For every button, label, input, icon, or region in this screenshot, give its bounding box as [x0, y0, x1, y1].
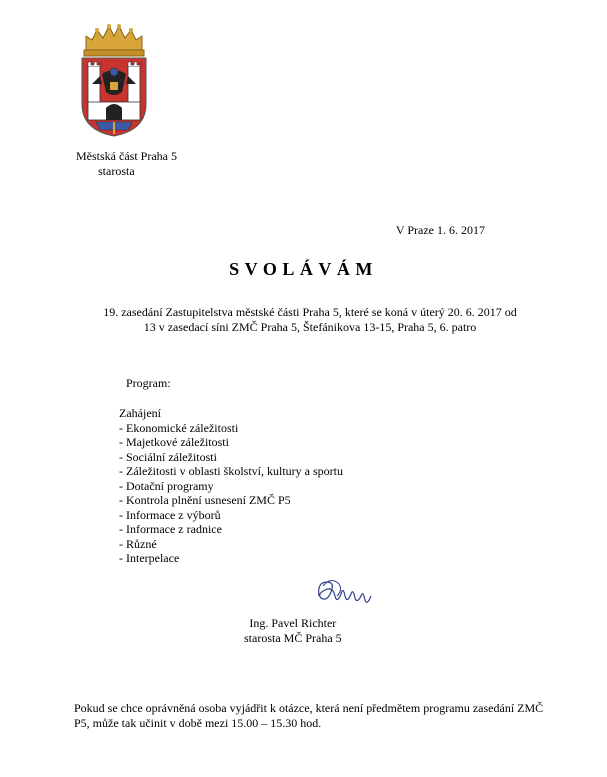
list-item: - Interpelace	[119, 551, 180, 565]
list-item: Zahájení	[119, 406, 161, 420]
list-item: - Ekonomické záležitosti	[119, 420, 239, 435]
org-role: starosta	[98, 164, 135, 178]
intro-paragraph: 19. zasedání Zastupitelstva městské části Praha 5, které se koná v úterý 20. 6. 2017 od 13 v zasedací síni ZMČ Praha 5, Štefánikova 13-15, Praha 5, 6. patro	[103, 305, 517, 334]
coat-of-arms-logo	[78, 22, 150, 138]
org-name: Městská část Praha 5	[76, 149, 177, 163]
document-heading: SVOLÁVÁM	[229, 259, 378, 279]
signer-title: starosta MČ Praha 5	[244, 631, 342, 645]
signer-block	[244, 616, 342, 646]
program-list	[119, 406, 343, 566]
program-label: Program:	[126, 376, 171, 390]
list-item: - Kontrola plnění usnesení ZMČ P5	[119, 493, 291, 507]
list-item: - Záležitosti v oblasti školství, kultury a sportu	[119, 464, 343, 478]
signer-name: Ing. Pavel Richter	[249, 616, 337, 630]
list-item: - Informace z výborů	[119, 507, 221, 522]
date-line: V Praze 1. 6. 2017	[395, 223, 485, 237]
list-item: - Dotační programy	[119, 478, 214, 493]
list-item: - Sociální záležitosti	[119, 449, 217, 464]
letterhead	[76, 149, 177, 179]
handwritten-signature	[313, 574, 375, 614]
list-item: - Majetkové záležitosti	[119, 435, 229, 449]
list-item: - Různé	[119, 536, 157, 551]
footer-note: Pokud se chce oprávněná osoba vyjádřit k otázce, která není předmětem programu zasedání ZMČ P5, může tak učinit v době mezi 15.00 – 15.30 hod.	[74, 701, 544, 730]
list-item: - Informace z radnice	[119, 522, 222, 536]
